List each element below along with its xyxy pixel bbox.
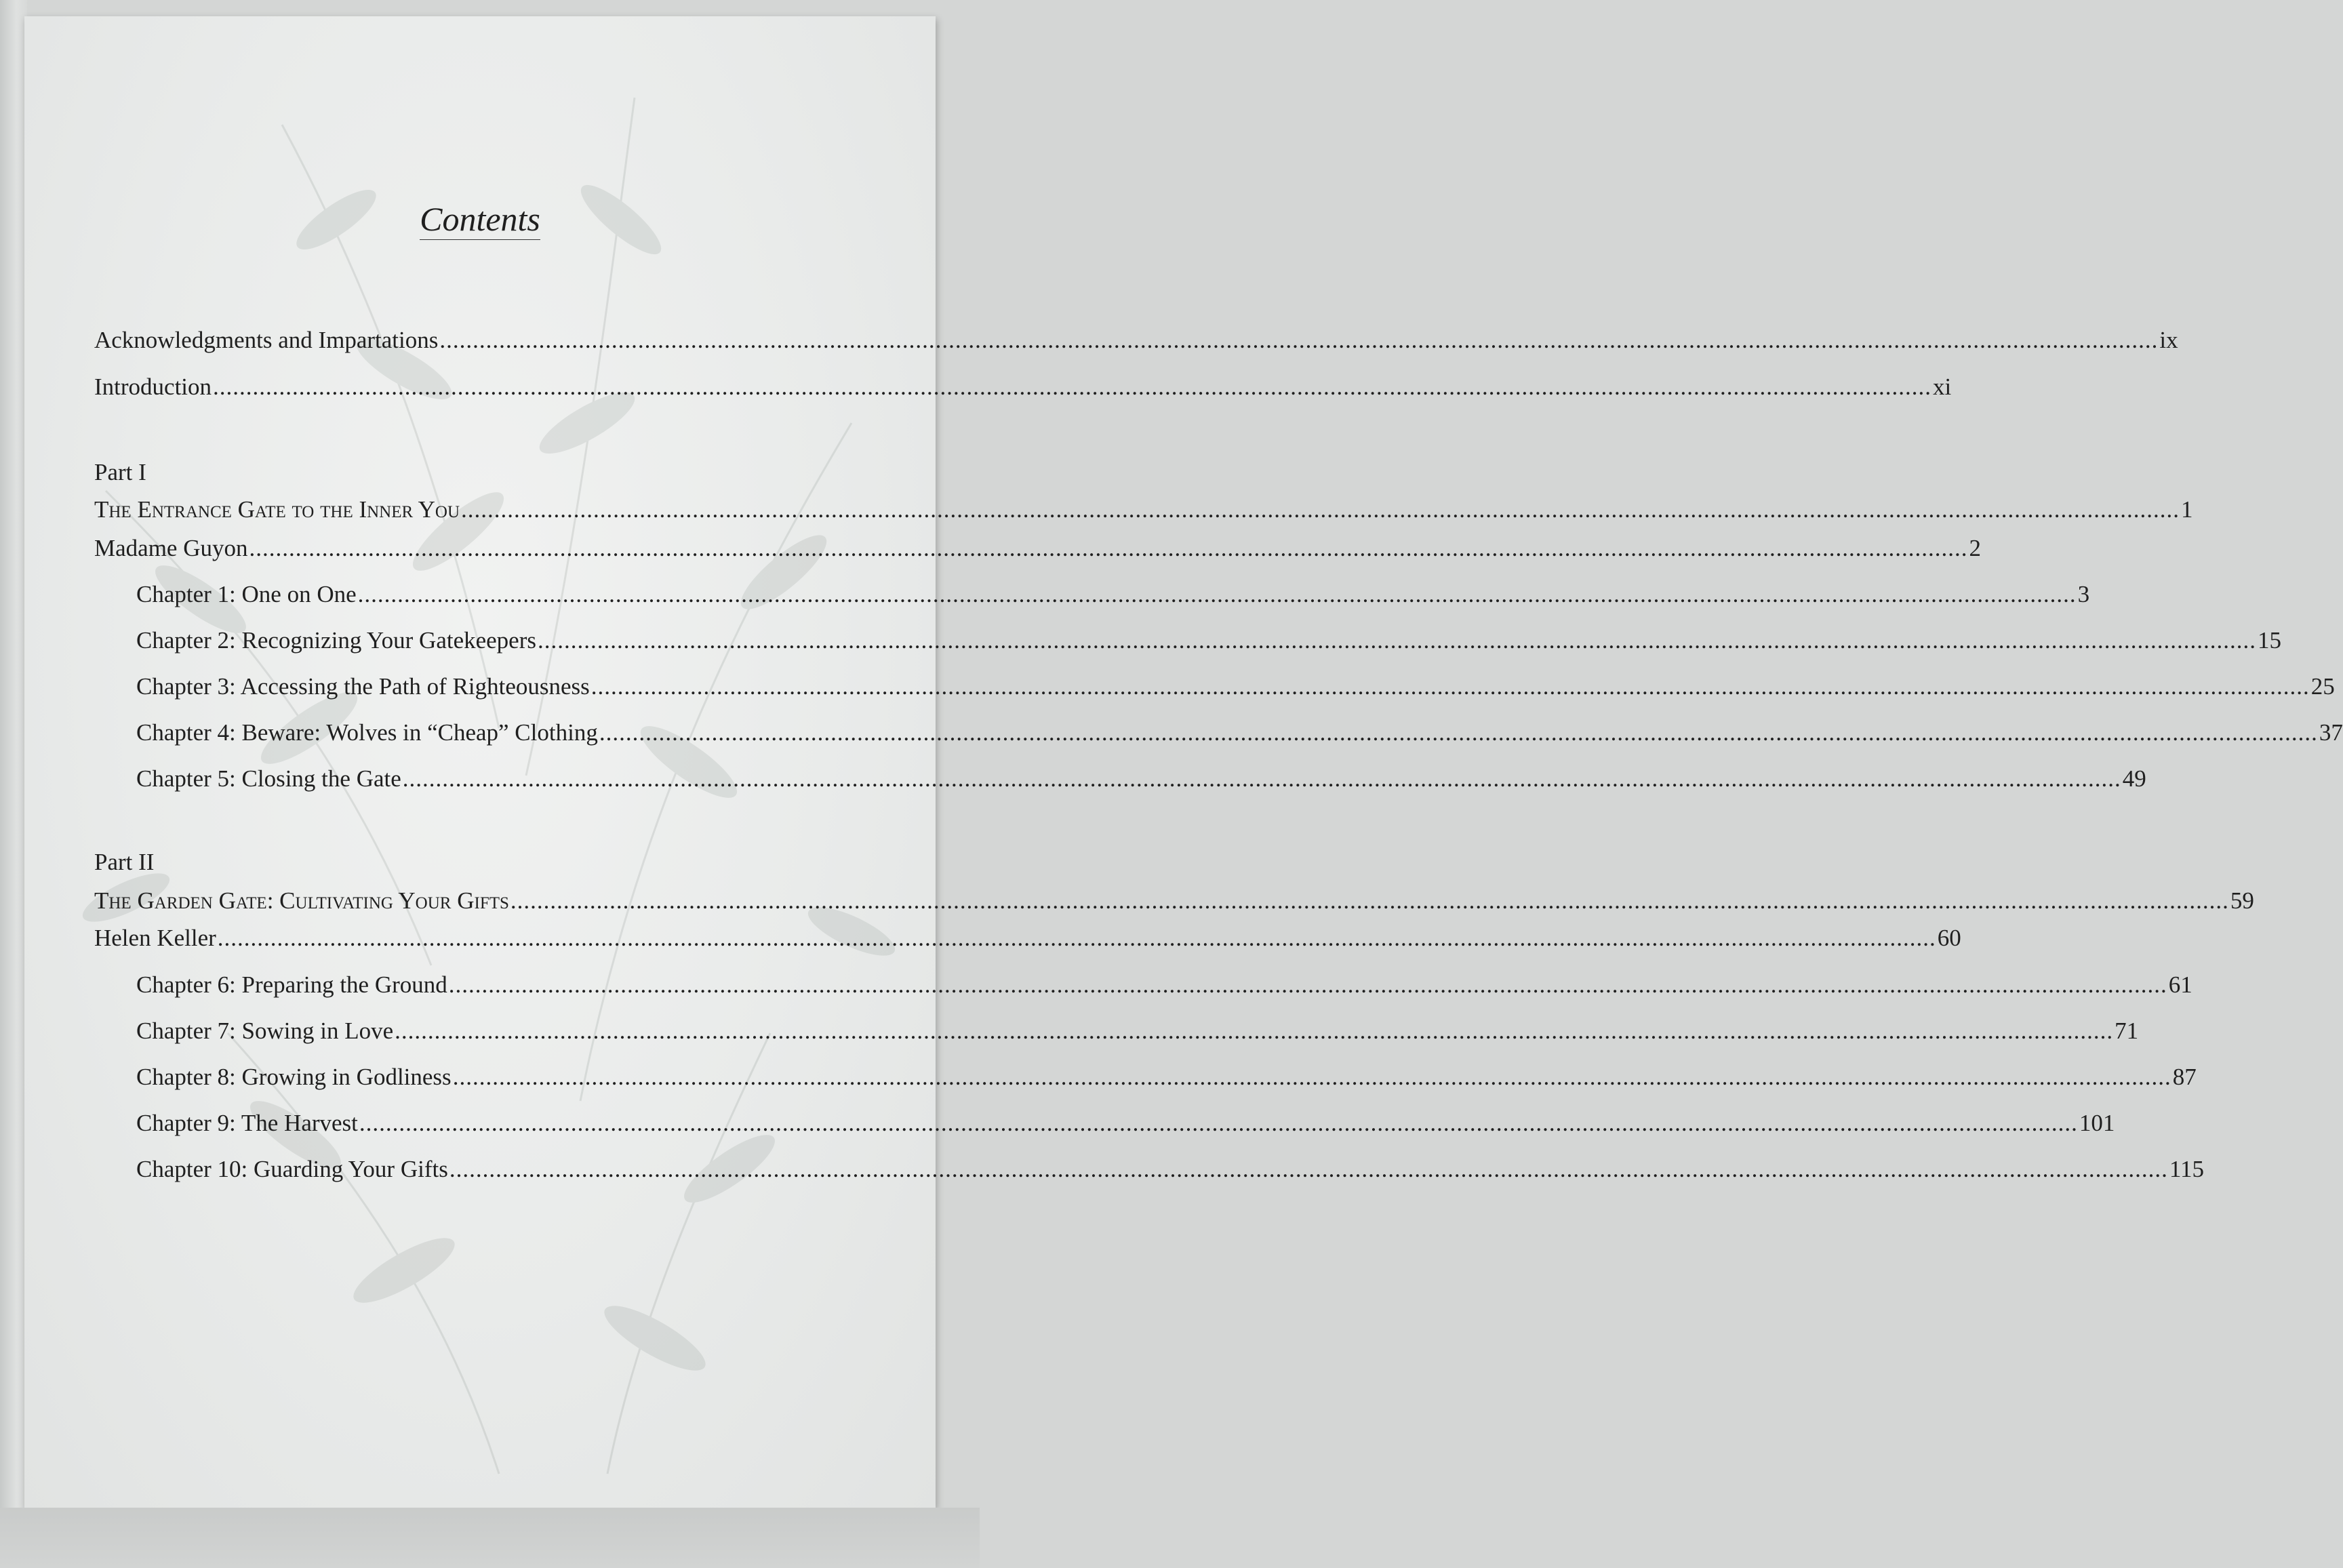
toc-page-number: 87 [2172,1064,2197,1090]
toc-entry-chapter-4[interactable] [136,719,2343,746]
toc-entry-label: Acknowledgments and Impartations [94,327,439,353]
toc-entry-chapter-2[interactable] [136,627,2281,654]
dot-leader: .................................................................................................................................................................................................................................................................... [249,535,1968,561]
toc-page-number: xi [1933,374,1952,400]
toc-page-number: ix [2159,327,2178,353]
dot-leader: .................................................................................................................................................................................................................................................................... [510,887,2229,914]
toc-entry-chapter-10[interactable] [136,1156,2205,1183]
toc-entry-chapter-7[interactable] [136,1018,2139,1045]
toc-page-number: 1 [2181,496,2193,523]
toc-entry-label: Helen Keller [94,925,216,951]
toc-page-number: 59 [2230,887,2254,914]
dot-leader: .................................................................................................................................................................................................................................................................... [402,765,2121,792]
table-surface [0,1508,980,1568]
book-page [24,16,2343,1508]
dot-leader: .................................................................................................................................................................................................................................................................... [359,1110,2078,1136]
toc-entry-part-1-section[interactable] [94,496,2193,523]
toc-entry-chapter-9[interactable] [136,1110,2115,1137]
dot-leader: .................................................................................................................................................................................................................................................................... [461,496,2180,523]
toc-entry-label: Chapter 5: Closing the Gate [136,765,401,792]
dot-leader: .................................................................................................................................................................................................................................................................... [357,581,2077,607]
toc-entry-label: The Garden Gate: Cultivating Your Gifts [94,887,509,914]
dot-leader: .................................................................................................................................................................................................................................................................... [213,374,1932,400]
part-1-label: Part I [94,459,146,485]
toc-entry-label: Chapter 9: The Harvest [136,1110,358,1136]
toc-entry-label: Madame Guyon [94,535,248,561]
toc-entry-part-2-section[interactable] [94,887,2254,914]
toc-entry-acknowledgments[interactable] [94,327,2178,354]
dot-leader: .................................................................................................................................................................................................................................................................... [452,1064,2171,1090]
dot-leader: .................................................................................................................................................................................................................................................................... [217,925,1936,951]
toc-entry-label: Chapter 8: Growing in Godliness [136,1064,452,1090]
toc-page-number: 37 [2319,719,2343,746]
dot-leader: .................................................................................................................................................................................................................................................................... [439,327,2159,353]
toc-page-number: 60 [1937,925,1961,951]
toc-page-number: 115 [2169,1156,2205,1182]
toc-entry-helen-keller[interactable] [94,925,1961,952]
toc-entry-label: Chapter 2: Recognizing Your Gatekeepers [136,627,536,654]
contents-heading-text: Contents [420,200,540,240]
leaf-pattern-watermark [24,16,936,1508]
toc-entry-label: Chapter 6: Preparing the Ground [136,971,447,998]
dot-leader: .................................................................................................................................................................................................................................................................... [449,1156,2168,1182]
dot-leader: .................................................................................................................................................................................................................................................................... [538,627,2256,654]
toc-page-number: 61 [2168,971,2192,998]
adjacent-page-edge [0,0,27,1568]
part-2-label: Part II [94,849,155,875]
toc-entry-chapter-6[interactable] [136,971,2192,999]
toc-page-number: 15 [2258,627,2281,654]
toc-entry-chapter-3[interactable] [136,673,2335,700]
contents-heading [24,199,936,239]
toc-entry-label: Chapter 1: One on One [136,581,357,607]
toc-entry-madame-guyon[interactable] [94,535,1981,562]
toc-entry-chapter-1[interactable] [136,581,2090,608]
dot-leader: .................................................................................................................................................................................................................................................................... [395,1018,2114,1044]
toc-entry-introduction[interactable] [94,374,1952,401]
dot-leader: .................................................................................................................................................................................................................................................................... [599,719,2318,746]
toc-page-number: 71 [2115,1018,2139,1044]
dot-leader: .................................................................................................................................................................................................................................................................... [590,673,2310,700]
toc-entry-label: Chapter 10: Guarding Your Gifts [136,1156,448,1182]
toc-page-number: 3 [2077,581,2090,607]
toc-page-number: 49 [2122,765,2146,792]
toc-entry-label: The Entrance Gate to the Inner You [94,496,460,523]
toc-entry-label: Chapter 7: Sowing in Love [136,1018,394,1044]
toc-entry-label: Chapter 4: Beware: Wolves in “Cheap” Clothing [136,719,598,746]
toc-page-number: 101 [2079,1110,2115,1136]
toc-entry-label: Chapter 3: Accessing the Path of Righteousness [136,673,590,700]
toc-entry-chapter-8[interactable] [136,1064,2197,1091]
toc-entry-chapter-5[interactable] [136,765,2146,792]
toc-entry-label: Introduction [94,374,212,400]
toc-page-number: 25 [2310,673,2335,700]
toc-page-number: 2 [1969,535,1981,561]
dot-leader: .................................................................................................................................................................................................................................................................... [448,971,2167,998]
